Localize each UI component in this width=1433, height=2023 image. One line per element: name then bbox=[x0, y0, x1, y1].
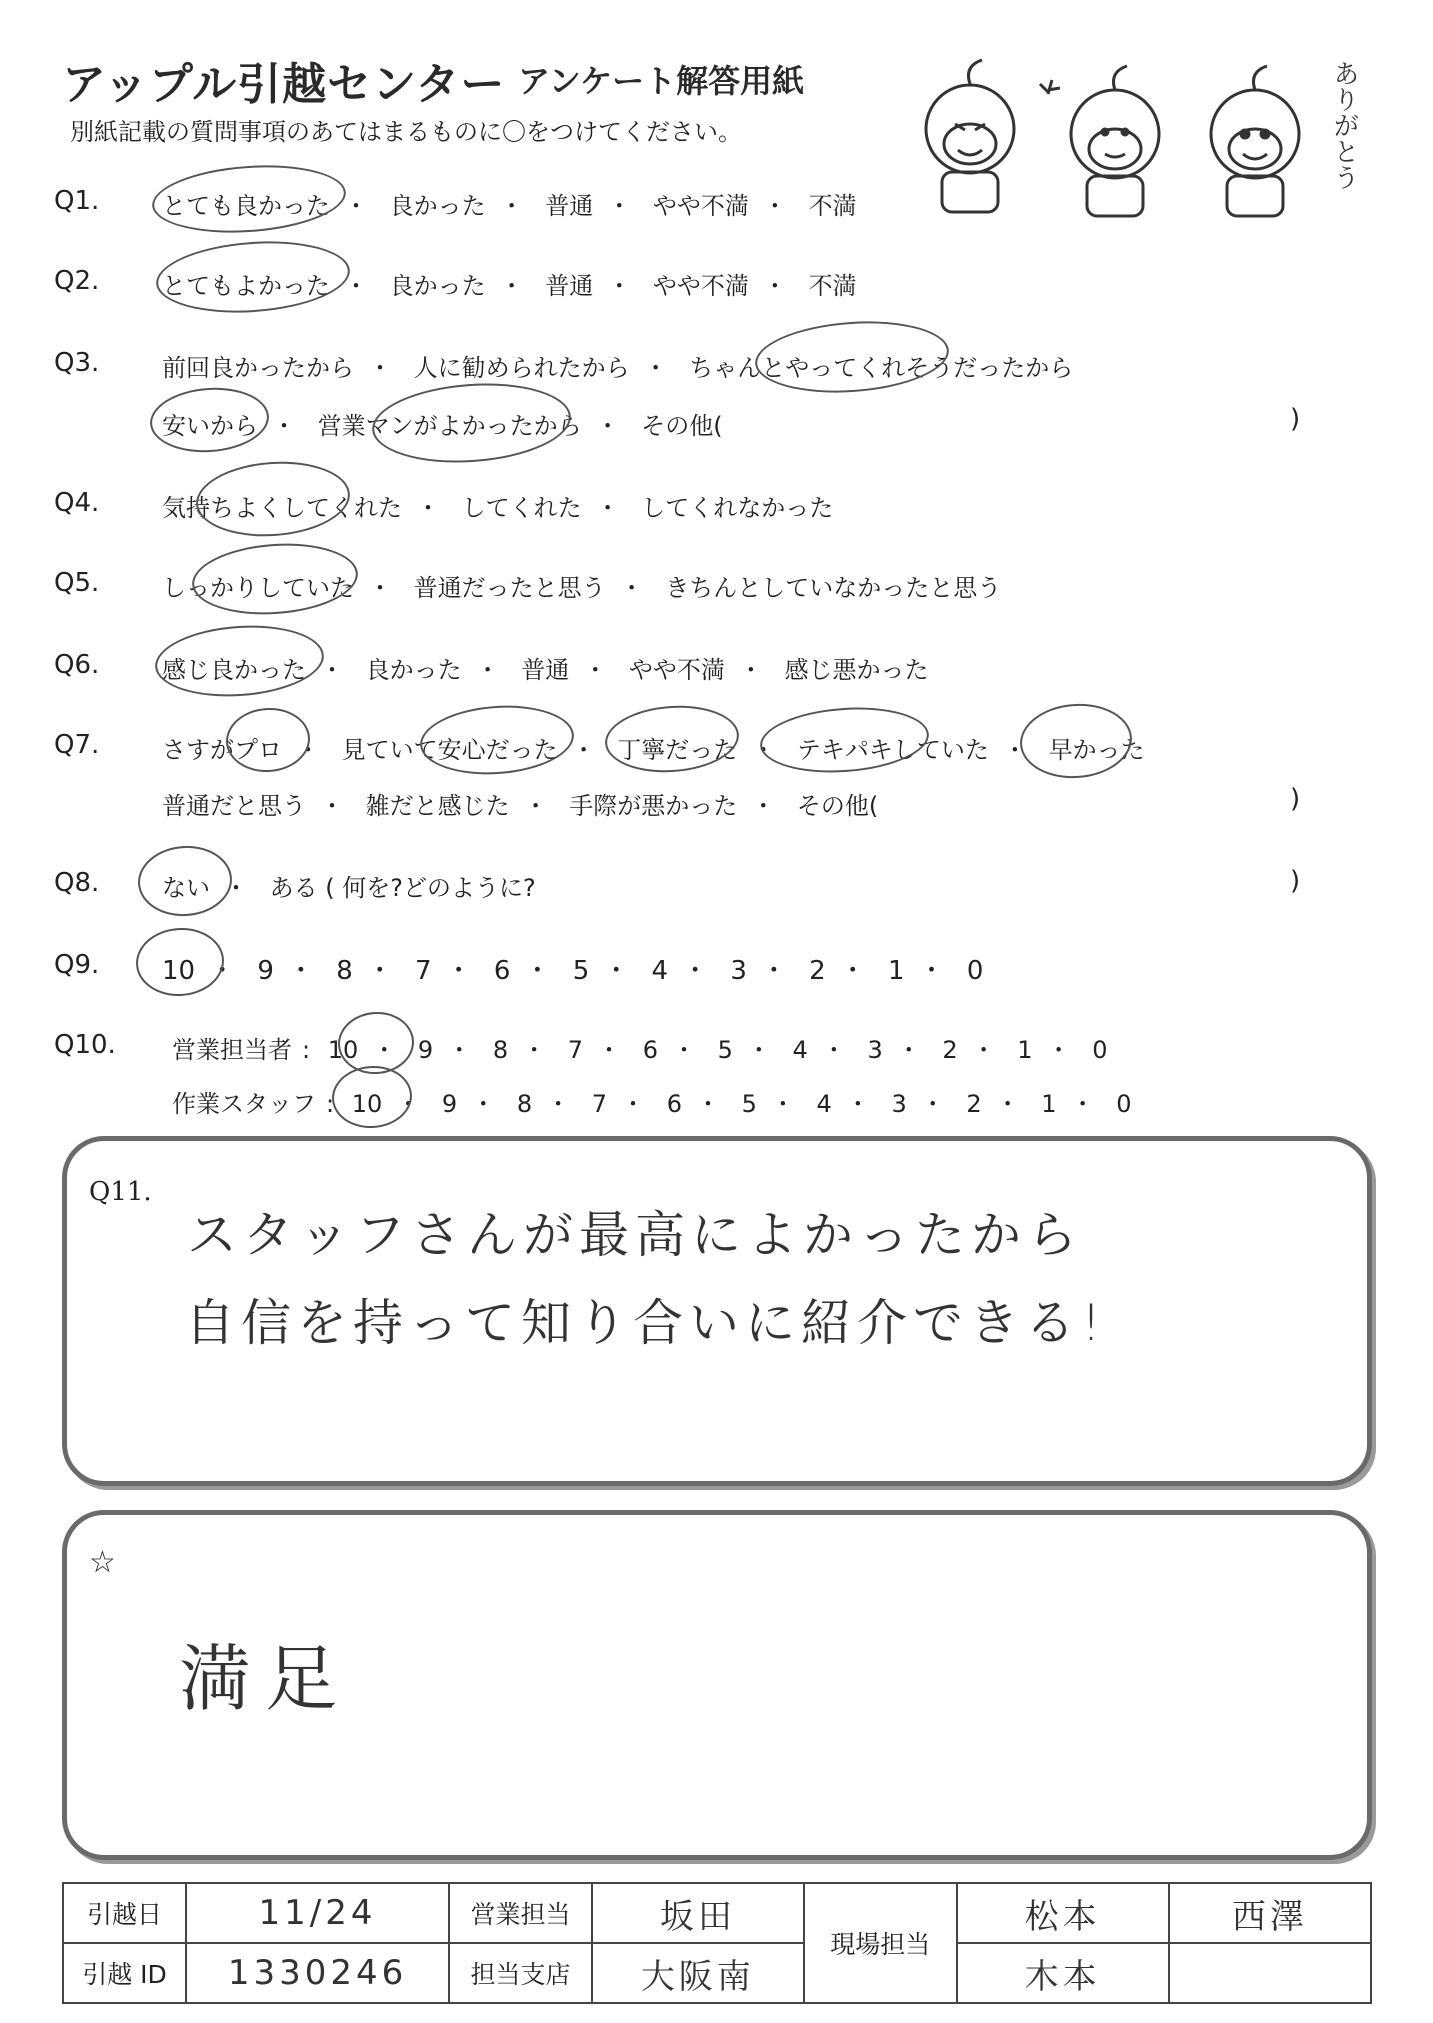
star-icon: ☆ bbox=[89, 1545, 116, 1580]
q4-label: Q4. bbox=[54, 488, 100, 518]
score-option[interactable]: 7 bbox=[591, 1090, 608, 1118]
q11-handwritten-line1: スタッフさんが最高によかったから bbox=[187, 1206, 1083, 1264]
q11-label: Q11. bbox=[89, 1177, 152, 1207]
q9-label: Q9. bbox=[54, 950, 100, 980]
option[interactable]: 普通 bbox=[521, 656, 570, 684]
score-option[interactable]: 7 bbox=[567, 1036, 584, 1064]
option[interactable]: 感じ良かった bbox=[162, 656, 306, 684]
q7-options-line2: 普通だと思う ・ 雑だと感じた ・ 手際が悪かった ・ その他( bbox=[162, 792, 879, 820]
option[interactable]: してくれた bbox=[461, 494, 582, 522]
q10-staff-row: 作業スタッフ : 10 ・ 9 ・ 8 ・ 7 ・ 6 ・ 5 ・ 4 ・ 3 ・ 2 ・ 1 ・ 0 bbox=[172, 1090, 1132, 1118]
paren-close: ) bbox=[1290, 784, 1301, 814]
move-date-label: 引越日 bbox=[63, 1883, 186, 1943]
score-option[interactable]: 1 bbox=[1017, 1036, 1033, 1064]
sales-label: 営業担当 bbox=[449, 1883, 592, 1943]
score-option[interactable]: 2 bbox=[966, 1090, 982, 1118]
option[interactable]: 普通だったと思う bbox=[413, 574, 606, 602]
score-option[interactable]: 10 bbox=[162, 956, 196, 986]
option[interactable]: 感じ悪かった bbox=[784, 656, 929, 684]
branch-label: 担当支店 bbox=[449, 1943, 592, 2003]
option[interactable]: やや不満 bbox=[652, 192, 749, 220]
paren-close: ) bbox=[1290, 404, 1301, 434]
q7-label: Q7. bbox=[54, 730, 100, 760]
score-option[interactable]: 8 bbox=[516, 1090, 533, 1118]
option[interactable]: 良かった bbox=[365, 656, 462, 684]
comment-box[interactable] bbox=[62, 1510, 1372, 1860]
score-option[interactable]: 5 bbox=[717, 1036, 733, 1064]
move-id-value: 1330246 bbox=[186, 1943, 449, 2003]
option[interactable]: とてもよかった bbox=[162, 272, 330, 300]
score-option[interactable]: 8 bbox=[336, 956, 353, 986]
score-option[interactable]: 8 bbox=[492, 1036, 509, 1064]
site-name-3: 木本 bbox=[957, 1943, 1169, 2003]
site-name-empty bbox=[1169, 1943, 1371, 2003]
option[interactable]: ない bbox=[162, 874, 210, 902]
thanks-label: ありがとう bbox=[1329, 60, 1359, 190]
option[interactable]: 営業マンがよかったから bbox=[317, 412, 582, 440]
score-option[interactable]: 2 bbox=[942, 1036, 958, 1064]
score-option[interactable]: 9 bbox=[257, 956, 274, 986]
score-option[interactable]: 5 bbox=[741, 1090, 757, 1118]
site-name-2: 西澤 bbox=[1169, 1883, 1371, 1943]
form-subtitle: アンケート解答用紙 bbox=[518, 62, 805, 100]
option[interactable]: 良かった bbox=[389, 272, 486, 300]
option[interactable]: やや不満 bbox=[628, 656, 725, 684]
q3-options-line2: 安いから ・ 営業マンがよかったから ・ その他( bbox=[162, 412, 723, 440]
option[interactable]: 手際が悪かった bbox=[569, 792, 738, 820]
mascot-illustration bbox=[900, 54, 1330, 224]
q2-label: Q2. bbox=[54, 266, 100, 296]
score-option[interactable]: 1 bbox=[1041, 1090, 1057, 1118]
option[interactable]: 安いから bbox=[162, 412, 258, 440]
option[interactable]: 丁寧だった bbox=[617, 736, 738, 764]
move-info-table bbox=[62, 1882, 1372, 2004]
q8-label: Q8. bbox=[54, 868, 100, 898]
q3-label: Q3. bbox=[54, 348, 100, 378]
q9-scale: 10 ・ 9 ・ 8 ・ 7 ・ 6 ・ 5 ・ 4 ・ 3 ・ 2 ・ 1 ・ 0 bbox=[162, 956, 984, 986]
q6-options: 感じ良かった ・ 良かった ・ 普通 ・ やや不満 ・ 感じ悪かった bbox=[162, 656, 929, 684]
option[interactable]: 普通 bbox=[545, 272, 594, 300]
paren-close: ) bbox=[1290, 866, 1301, 896]
option[interactable]: やや不満 bbox=[652, 272, 749, 300]
option[interactable]: テキパキしていた bbox=[796, 736, 989, 764]
option[interactable]: 良かった bbox=[389, 192, 486, 220]
score-option[interactable]: 4 bbox=[792, 1036, 808, 1064]
q11-answer-box[interactable] bbox=[62, 1136, 1372, 1486]
option[interactable]: 気持ちよくしてくれた bbox=[162, 494, 402, 522]
option[interactable]: しっかりしていた bbox=[162, 574, 354, 602]
score-option[interactable]: 0 bbox=[966, 956, 984, 986]
branch-name: 大阪南 bbox=[592, 1943, 804, 2003]
q10-label: Q10. bbox=[54, 1030, 116, 1060]
score-option[interactable]: 10 bbox=[351, 1090, 383, 1118]
option[interactable]: きちんとしていなかったと思う bbox=[665, 574, 1002, 602]
score-option[interactable]: 3 bbox=[891, 1090, 907, 1118]
score-option[interactable]: 3 bbox=[867, 1036, 883, 1064]
score-option[interactable]: 0 bbox=[1092, 1036, 1108, 1064]
score-option[interactable]: 7 bbox=[415, 956, 432, 986]
q1-options: とても良かった ・ 良かった ・ 普通 ・ やや不満 ・ 不満 bbox=[162, 192, 857, 220]
option[interactable]: 早かった bbox=[1048, 736, 1145, 764]
q5-options: しっかりしていた ・ 普通だったと思う ・ きちんとしていなかったと思う bbox=[162, 574, 1002, 602]
score-option[interactable]: 5 bbox=[572, 956, 590, 986]
option[interactable]: その他( bbox=[641, 412, 723, 440]
site-name-1: 松本 bbox=[957, 1883, 1169, 1943]
score-option[interactable]: 1 bbox=[888, 956, 905, 986]
option[interactable]: さすがプロ bbox=[162, 736, 282, 764]
option[interactable]: 普通 bbox=[545, 192, 594, 220]
option[interactable]: 見ていて安心だった bbox=[341, 736, 558, 764]
q1-label: Q1. bbox=[54, 186, 100, 216]
option[interactable]: 人に勧められたから bbox=[413, 354, 630, 382]
option[interactable]: 前回良かったから bbox=[162, 354, 354, 382]
score-option[interactable]: 6 bbox=[666, 1090, 682, 1118]
q10-sales-label: 営業担当者 bbox=[172, 1036, 292, 1064]
move-date-value: 11/24 bbox=[186, 1883, 449, 1943]
q5-label: Q5. bbox=[54, 568, 100, 598]
form-title: アップル引越センター bbox=[62, 59, 506, 110]
q3-options-line1: 前回良かったから ・ 人に勧められたから ・ ちゃんとやってくれそうだったから bbox=[162, 354, 1074, 382]
q4-options: 気持ちよくしてくれた ・ してくれた ・ してくれなかった bbox=[162, 494, 834, 522]
option[interactable]: してくれなかった bbox=[641, 494, 834, 522]
score-option[interactable]: 6 bbox=[493, 956, 511, 986]
option[interactable]: 雑だと感じた bbox=[365, 792, 510, 820]
option[interactable]: ある ( 何を?どのように? bbox=[269, 874, 536, 902]
site-label: 現場担当 bbox=[804, 1883, 957, 2003]
q11-handwritten-line2: 自信を持って知り合いに紹介できる! bbox=[185, 1294, 1108, 1352]
q10-staff-label: 作業スタッフ bbox=[172, 1090, 316, 1118]
sales-name: 坂田 bbox=[592, 1883, 804, 1943]
score-option[interactable]: 3 bbox=[730, 956, 747, 986]
q7-options-line1: さすがプロ ・ 見ていて安心だった ・ 丁寧だった ・ テキパキしていた ・ 早かった bbox=[162, 736, 1145, 764]
q8-options: ない ・ ある ( 何を?どのように? bbox=[162, 874, 536, 902]
score-option[interactable]: 9 bbox=[417, 1036, 434, 1064]
form-instruction: 別紙記載の質問事項のあてはまるものに〇をつけてください。 bbox=[70, 118, 742, 146]
score-option[interactable]: 6 bbox=[642, 1036, 658, 1064]
move-id-label: 引越 ID bbox=[63, 1943, 186, 2003]
comment-handwritten-text: 満足 bbox=[179, 1637, 352, 1721]
score-option[interactable]: 4 bbox=[651, 956, 669, 986]
q10-sales-row: 営業担当者 : 10 ・ 9 ・ 8 ・ 7 ・ 6 ・ 5 ・ 4 ・ 3 ・ 2 ・ 1 ・ 0 bbox=[172, 1036, 1108, 1064]
score-option[interactable]: 0 bbox=[1116, 1090, 1132, 1118]
q2-options: とてもよかった ・ 良かった ・ 普通 ・ やや不満 ・ 不満 bbox=[162, 272, 857, 300]
q6-label: Q6. bbox=[54, 650, 100, 680]
option[interactable]: 不満 bbox=[808, 192, 857, 220]
score-option[interactable]: 9 bbox=[441, 1090, 458, 1118]
option[interactable]: ちゃんとやってくれそうだったから bbox=[689, 354, 1074, 382]
option[interactable]: とても良かった bbox=[162, 192, 330, 220]
option[interactable]: 不満 bbox=[808, 272, 857, 300]
score-option[interactable]: 10 bbox=[327, 1036, 359, 1064]
score-option[interactable]: 2 bbox=[809, 956, 826, 986]
score-option[interactable]: 4 bbox=[816, 1090, 832, 1118]
option[interactable]: 普通だと思う bbox=[162, 792, 306, 820]
option[interactable]: その他( bbox=[796, 792, 879, 820]
